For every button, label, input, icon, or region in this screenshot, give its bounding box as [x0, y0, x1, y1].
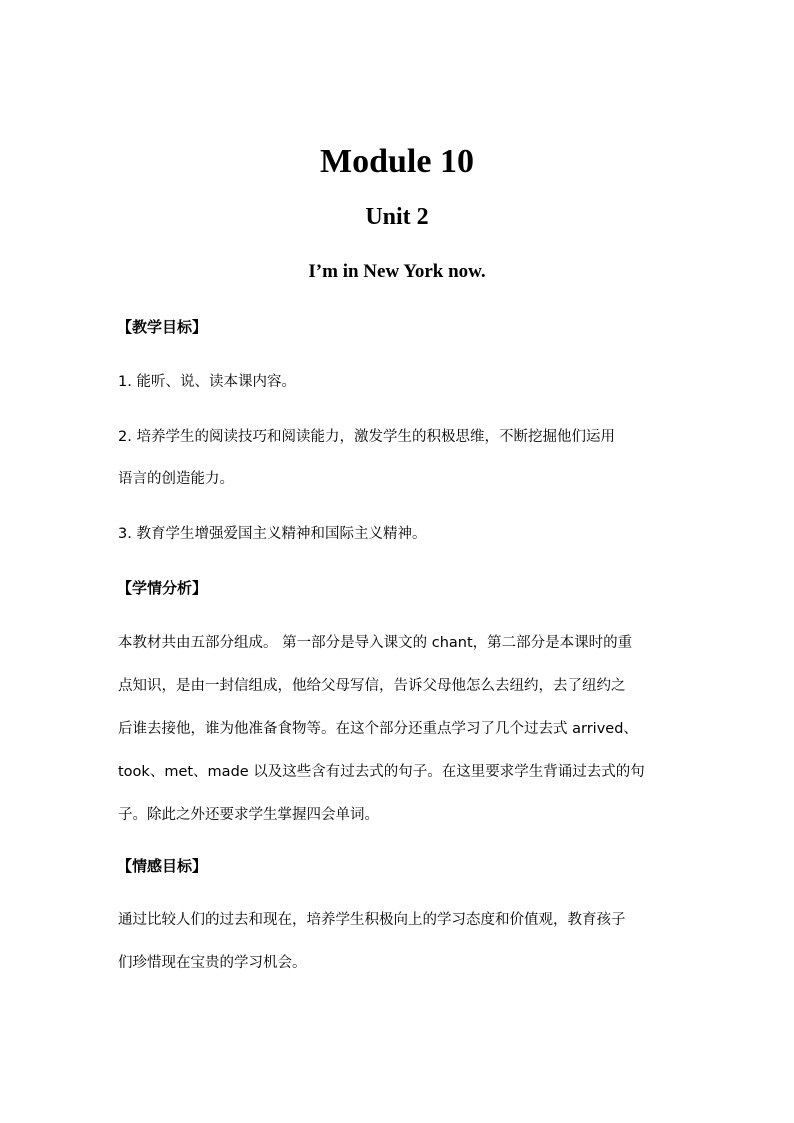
- objective-item: 3. 教育学生增强爱国主义精神和国际主义精神。: [118, 526, 427, 542]
- objectives-heading: 【教学目标】: [117, 318, 208, 336]
- analysis-line: 点知识，是由一封信组成，他给父母写信，告诉父母他怎么去纽约，去了纽约之: [118, 678, 626, 694]
- analysis-heading: 【学情分析】: [117, 579, 208, 597]
- emotional-line: 们珍惜现在宝贵的学习机会。: [118, 955, 307, 971]
- lesson-title: I’m in New York now.: [308, 261, 486, 282]
- analysis-line: 后谁去接他，谁为他准备食物等。在这个部分还重点学习了几个过去式 arrived、: [118, 721, 638, 737]
- objective-item: 2. 培养学生的阅读技巧和阅读能力，激发学生的积极思维，不断挖掘他们运用: [118, 429, 615, 445]
- emotional-heading: 【情感目标】: [117, 857, 208, 875]
- module-title: Module 10: [320, 143, 474, 180]
- objective-item-continuation: 语言的创造能力。: [118, 471, 234, 487]
- unit-title: Unit 2: [365, 204, 429, 230]
- analysis-line: 子。除此之外还要求学生掌握四会单词。: [118, 807, 379, 823]
- analysis-line: took、met、made 以及这些含有过去式的句子。在这里要求学生背诵过去式的句: [118, 764, 645, 780]
- emotional-line: 通过比较人们的过去和现在，培养学生积极向上的学习态度和价值观，教育孩子: [118, 912, 626, 928]
- analysis-line: 本教材共由五部分组成。 第一部分是导入课文的 chant，第二部分是本课时的重: [118, 635, 633, 651]
- objective-item: 1. 能听、说、读本课内容。: [118, 374, 296, 390]
